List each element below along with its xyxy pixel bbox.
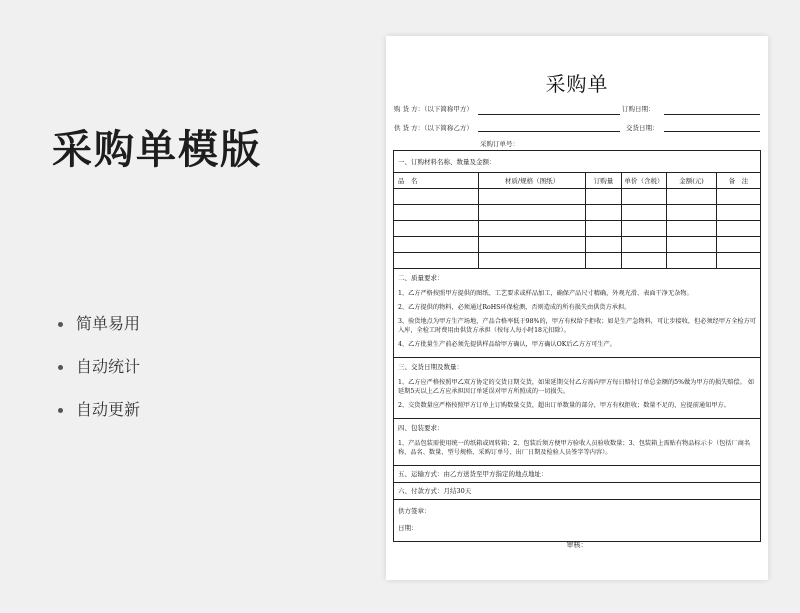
buyer-label: 购 货 方：（以下简称甲方）	[394, 105, 473, 113]
clause: 1、乙方应严格按照甲乙双方协定的交货日期交货，如果延期交付乙方需向甲方每日赔付订单总金额的5%做为甲方的损失赔偿。 如延期5天以上乙方应承担因订单延误对甲方所照成的一切损失。	[398, 379, 755, 395]
sign-date-label: 日期：	[398, 524, 418, 532]
column-header: 品 名	[394, 173, 479, 188]
delivery-section	[394, 358, 760, 419]
clause: 1、产品包装需使用统一的纸箱或周转箱；2、包装后须方便甲方验收人员验收数量；3、包装箱上需贴有物品标示卡（包括厂商名称、品名、数量、型号规格、采购订单号、出厂日期及检验人员签字等内容）。	[398, 440, 751, 456]
clause: 2、交货数量应严格按照甲方订单上订购数量交货，超出订单数量的部分，甲方有权拒收；数量不足的，应提前通知甲方。	[398, 402, 730, 409]
table-header-row	[394, 173, 760, 189]
section-6-title: 六、付款方式：月结30天	[394, 483, 760, 500]
clause: 3、验货地点为甲方生产场地，产品合格率低于98%的，甲方有权给予拒收；如是生产急物料，可让步接收，但必须经甲方全检方可入库，全检工时费用由供货方承担（按每人每小时18元扣除）。	[398, 318, 756, 334]
table-row	[394, 221, 760, 237]
column-header: 备 注	[728, 177, 749, 185]
order-date-label: 订购日期：	[622, 105, 655, 113]
section-4-title: 四、包装要求：	[398, 424, 444, 432]
supplier-label: 供 货 方：（以下简称乙方）	[394, 124, 473, 132]
section-3-title: 三、交货日期及数量：	[398, 363, 463, 371]
signature-block	[394, 500, 760, 542]
clause: 1、乙方严格按照甲方提供的图纸、工艺要求或样品加工，确保产品尺寸精确，外观光滑、表面干净无杂物。	[398, 290, 693, 297]
document-preview	[386, 36, 768, 580]
clause: 4、乙方批量生产前必须先提供样品给甲方确认，甲方确认OK后乙方方可生产。	[398, 341, 616, 348]
feature-item: 自动统计	[58, 355, 140, 398]
feature-item: 简单易用	[58, 312, 140, 355]
packaging-section	[394, 419, 760, 466]
clause: 2、乙方提供的物料，必须通过RoHS环保检测，否则造成的所有损失由供货方承担。	[398, 304, 631, 311]
quality-section	[394, 269, 760, 358]
bullet-icon	[58, 322, 63, 327]
section-2-title: 二、质量要求：	[398, 274, 444, 282]
order-number-label: 采购订单号：	[480, 140, 519, 148]
section-1-title: 一、订购材料名称、数量及金额：	[394, 151, 760, 173]
bullet-icon	[58, 408, 63, 413]
table-row	[394, 205, 760, 221]
reviewer-label: 审核：	[566, 541, 588, 549]
supplier-sign-label: 供方签章：	[398, 507, 431, 515]
page-title: 采购单模版	[52, 127, 262, 173]
supplier-field	[478, 131, 620, 132]
table-row	[394, 253, 760, 269]
purchase-form	[393, 150, 761, 542]
delivery-date-field	[664, 131, 760, 132]
column-header: 单价（含税）	[622, 173, 667, 188]
column-header: 金额(元)	[667, 173, 717, 188]
bullet-icon	[58, 365, 63, 370]
column-header: 材质/规格（图纸）	[479, 173, 586, 188]
column-header: 订购量	[586, 173, 622, 188]
order-date-field	[664, 114, 760, 115]
section-5-title: 五、运输方式：由乙方送货至甲方指定的地点地址：	[394, 466, 760, 483]
feature-list	[58, 312, 140, 441]
table-row	[394, 237, 760, 253]
delivery-date-label: 交货日期：	[626, 124, 659, 132]
document-title: 采购单	[545, 72, 609, 96]
feature-item: 自动更新	[58, 398, 140, 441]
table-row	[394, 189, 760, 205]
buyer-field	[478, 114, 620, 115]
